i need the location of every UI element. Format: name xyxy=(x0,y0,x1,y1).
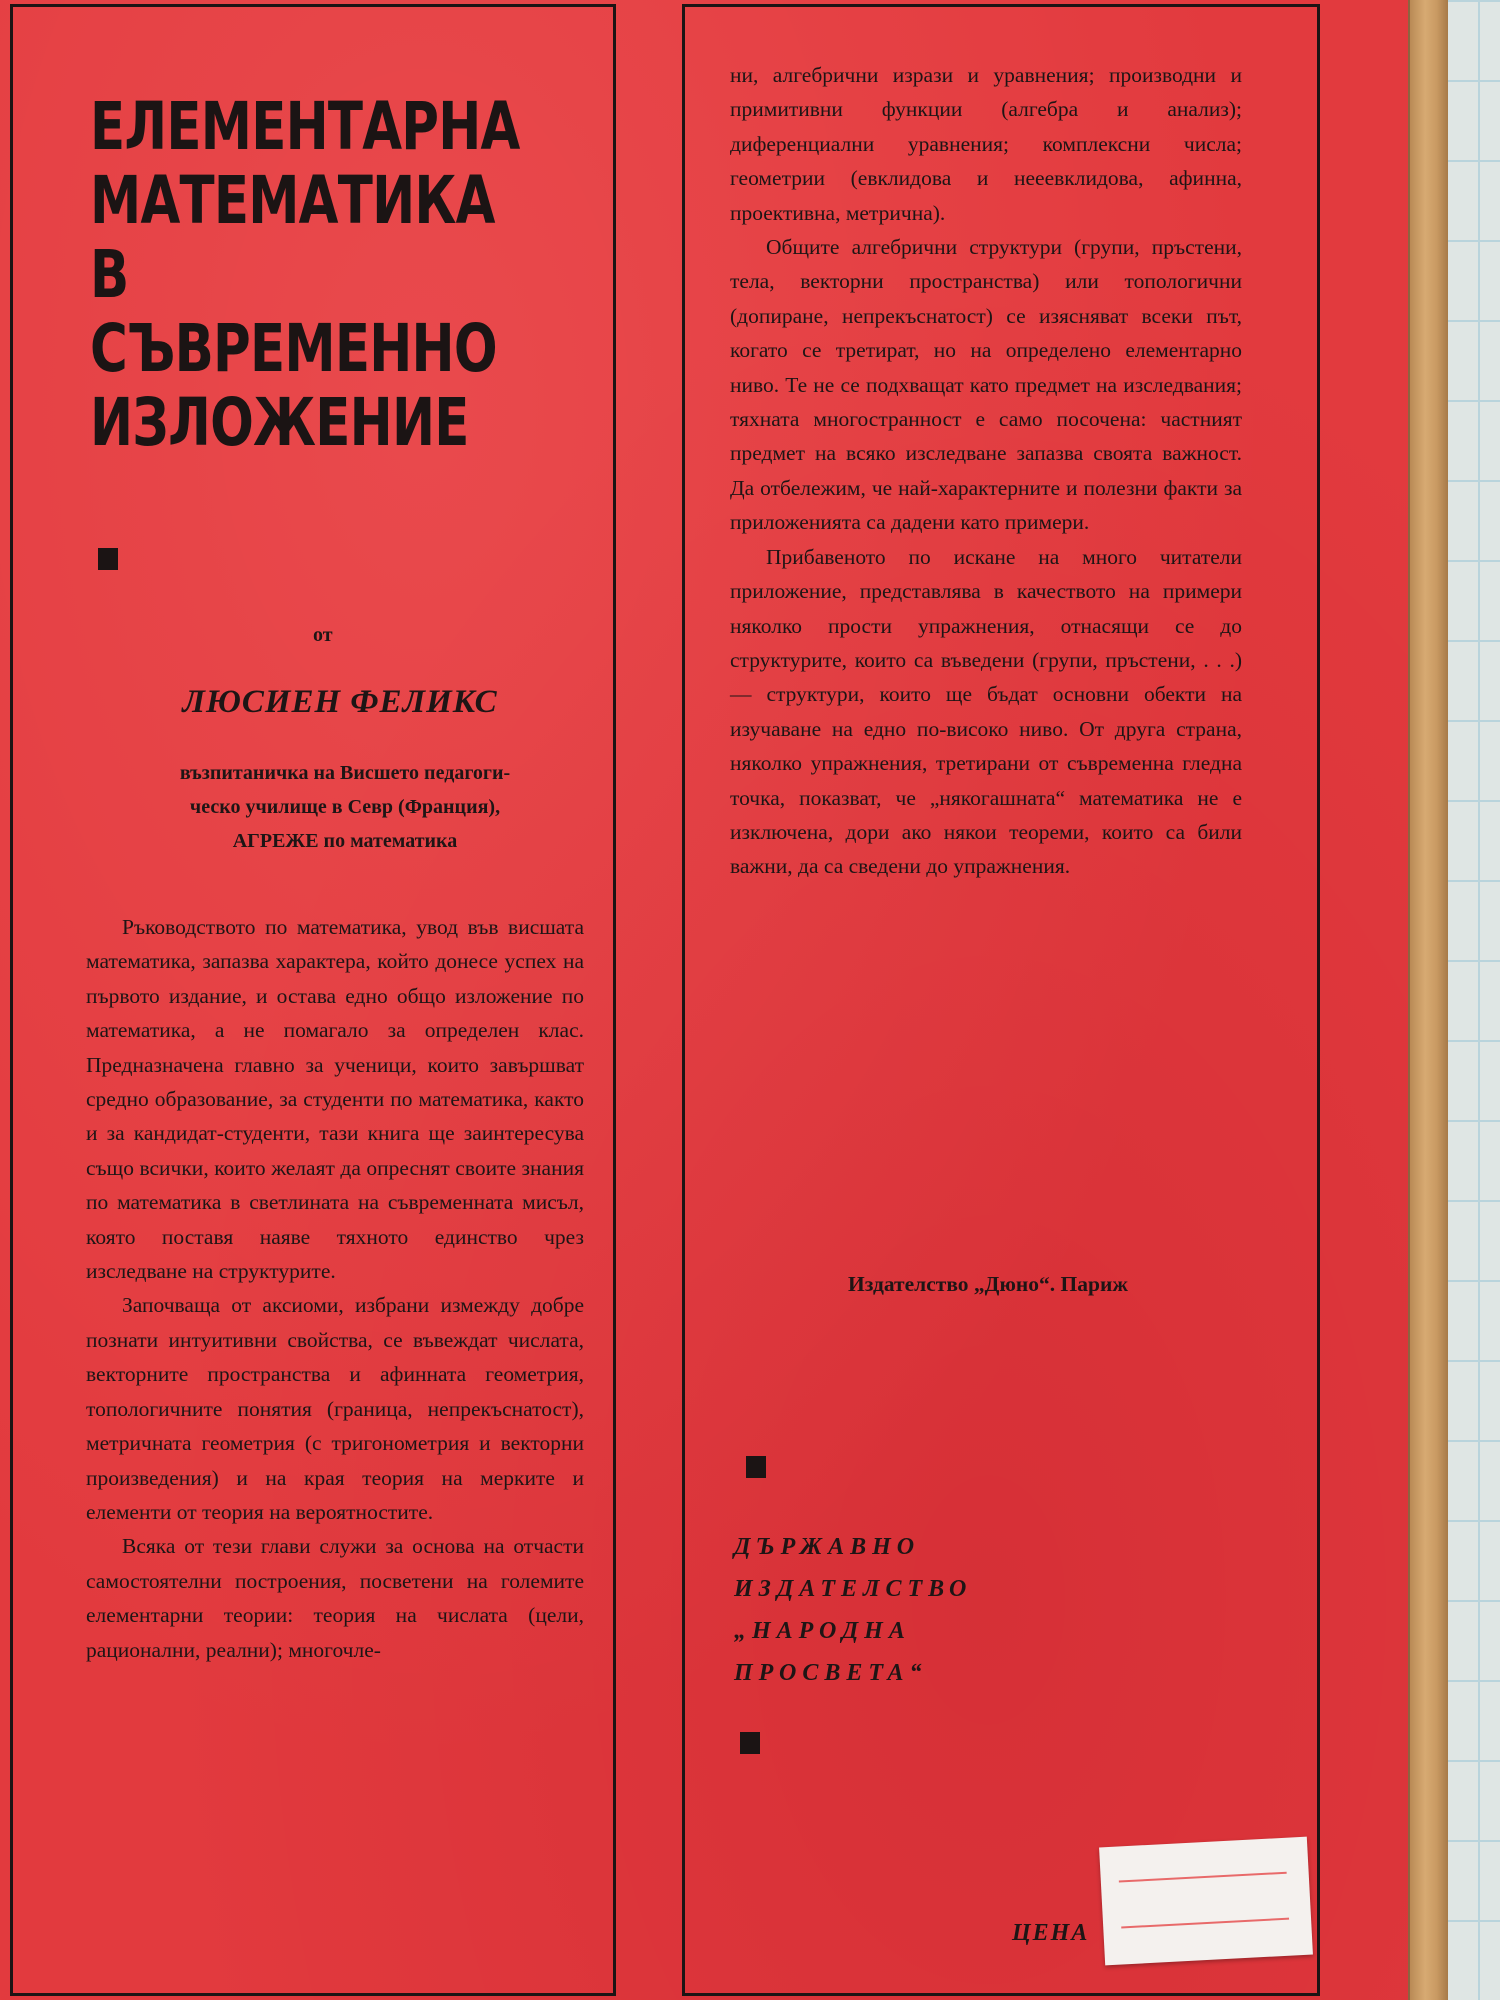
state-publisher xyxy=(734,1526,1074,1694)
title-line: СЪВРЕМЕННО xyxy=(90,310,497,387)
affiliation-line: ческо училище в Севр (Франция), xyxy=(189,796,501,818)
publisher-note: Издателство „Дюно“. Париж xyxy=(848,1272,1128,1296)
price-label: ЦЕНА xyxy=(1012,1920,1090,1946)
right-description xyxy=(730,58,1242,884)
publisher-line: ИЗДАТЕЛСТВО xyxy=(734,1576,973,1602)
book-spine xyxy=(1408,0,1448,2000)
affiliation-line: АГРЕЖЕ по математика xyxy=(232,830,458,852)
paragraph: Общите алгебрични структури (групи, пръстени, тела, векторни пространства) или топологични (допиране, непрекъснатост) се изясняват всеки път, когато се третират, но на определено елементарно ниво. Те не се подхващат като предмет на изследвания; тяхната многостранност е само посочена: частният предмет на всяко изследване запазва своята важност. Да отбележим, че най-характерните и полезни факти за приложенията са дадени като примери. xyxy=(730,235,1242,535)
left-description xyxy=(86,910,584,1667)
by-label: от xyxy=(313,624,333,646)
title-line: ИЗЛОЖЕНИЕ xyxy=(90,384,469,461)
bullet-square-icon xyxy=(746,1456,766,1478)
paragraph: ни, алгебрични изрази и уравнения; производни и примитивни функции (алгебра и анализ); диференциални уравнения; комплексни числа; геометрии (евклидова и нееевклидова, афинна, проективна, метрична). xyxy=(730,63,1242,225)
bullet-square-icon xyxy=(740,1732,760,1754)
paragraph: Всяка от тези глави служи за основа на отчасти самостоятелни построения, посветени на големите елементарни теории: теория на числата (цели, рационални, реални); многочле- xyxy=(86,1534,584,1662)
publisher-line: ПРОСВЕТА“ xyxy=(734,1660,928,1686)
paragraph: Прибавеното по искане на много читатели приложение, представлява в качеството на примери няколко прости упражнения, отнасящи се до структурите, които са въведени (групи, пръстени, . . .) — структури, които ще бъдат основни обекти на изучаване на едно по-високо ниво. От друга страна, няколко упражнения, третирани от съвременна гледна точка, показват, че „някогашната“ математика не е изключена, дори ако някои теореми, които са били важни, да са сведени до упражнения. xyxy=(730,544,1242,879)
sticker-line xyxy=(1119,1872,1287,1883)
publisher-line: „НАРОДНА xyxy=(734,1618,911,1644)
author-affiliation xyxy=(90,756,600,858)
publisher-line: ДЪРЖАВНО xyxy=(734,1534,921,1560)
author-name: ЛЮСИЕН ФЕЛИКС xyxy=(182,684,498,720)
paragraph: Ръководството по математика, увод във висшата математика, запазва характера, който донесе успех на първото издание, и остава едно общо изложение по математика, а не помагало за определен клас. Предназначена главно за ученици, които завършват средно образование, за студенти по математика, както и за кандидат-студенти, тази книга ще заинтересува също всички, които желаят да опреснят своите знания по математика в светлината на съвременната мисъл, която поставя наяве тяхното единство чрез изследване на структурите. xyxy=(86,915,584,1284)
sticker-line xyxy=(1121,1918,1289,1929)
paragraph: Започваща от аксиоми, избрани измежду добре познати интуитивни свойства, се въвеждат числата, векторните пространства и афинната геометрия, топологичните понятия (граница, непрекъснатост), метричната геометрия (с тригонометрия и векторни произведения) и на края теория на мерките и елементи от теория на вероятностите. xyxy=(86,1293,584,1524)
bullet-square-icon xyxy=(98,548,118,570)
book-title xyxy=(90,88,520,461)
title-line: МАТЕМАТИКА xyxy=(90,162,495,239)
price-sticker xyxy=(1099,1837,1313,1966)
title-line: В xyxy=(90,236,129,313)
title-line: ЕЛЕМЕНТАРНА xyxy=(90,88,520,165)
affiliation-line: възпитаничка на Висшето педагоги- xyxy=(179,762,511,784)
